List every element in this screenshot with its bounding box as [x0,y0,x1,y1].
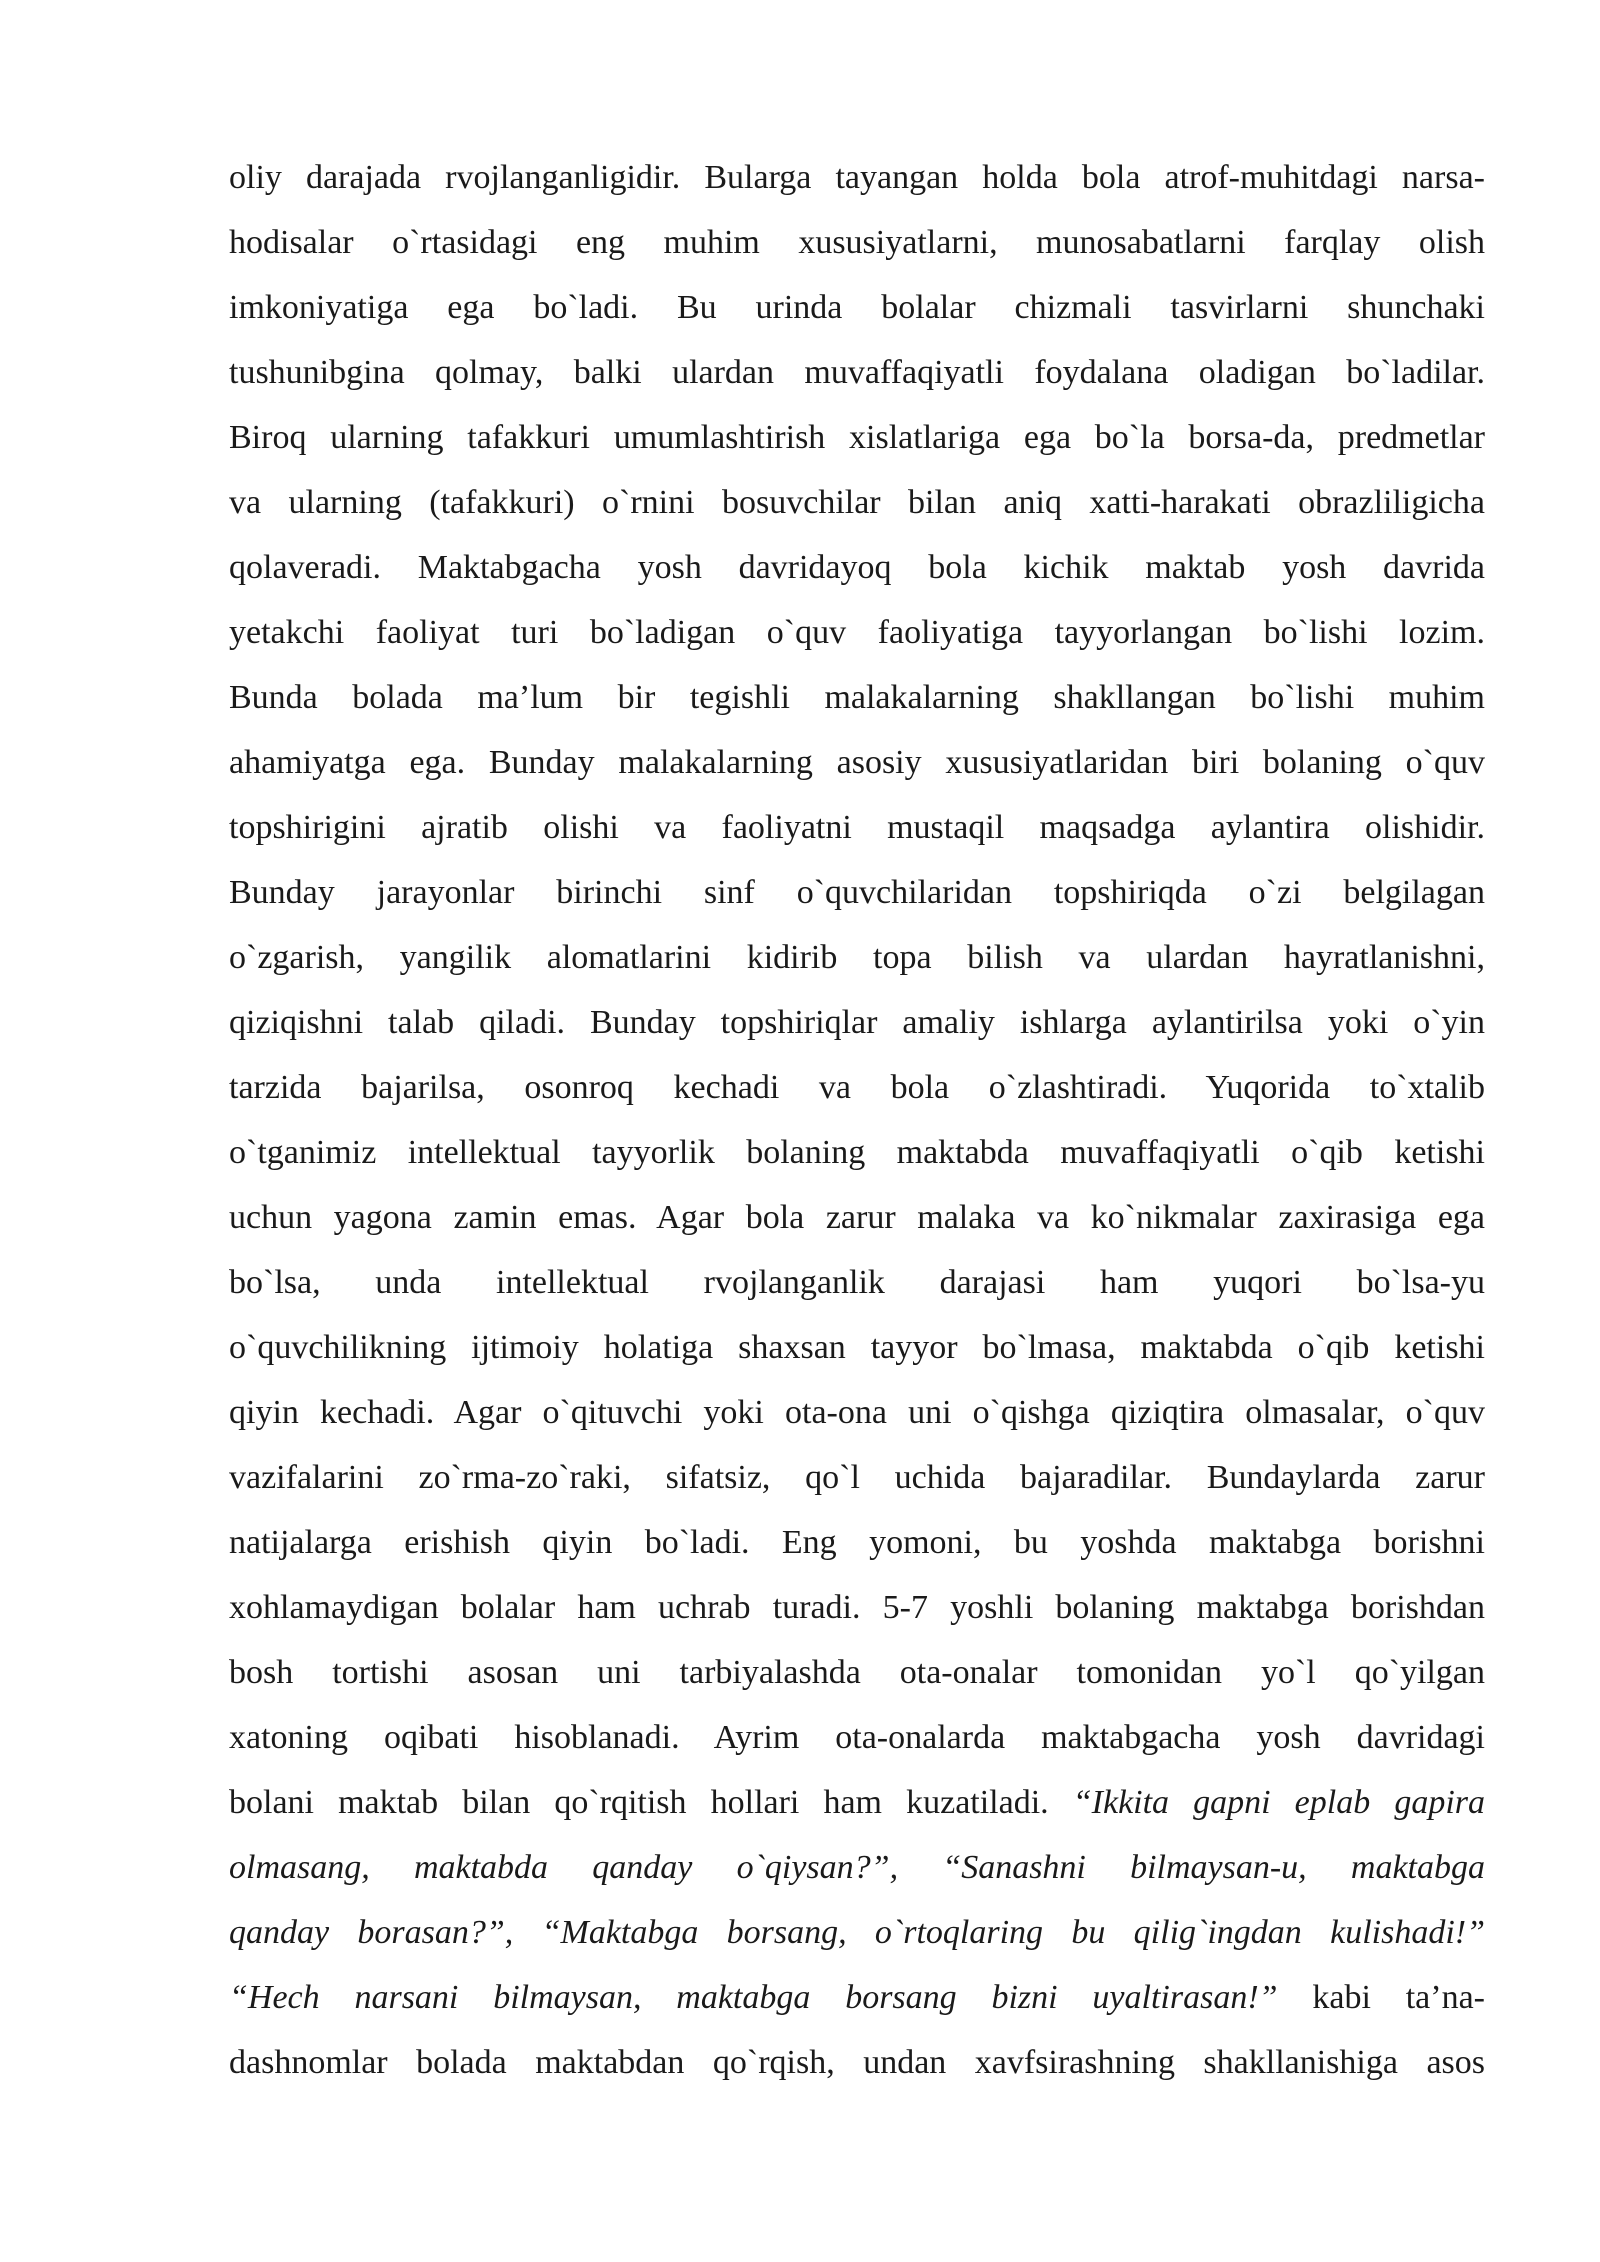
text-line: hodisalar o`rtasidagi eng muhim xususiyatlarni, munosabatlarni farqlay olish [229,224,1485,261]
text-line: vazifalarini zo`rma-zo`raki, sifatsiz, qo`l uchida bajaradilar. Bundaylarda zarur [229,1459,1485,1496]
text-line: oliy darajada rvojlanganligidir. Bularga tayangan holda bola atrof-muhitdagi narsa- [229,159,1485,196]
text-line: imkoniyatiga ega bo`ladi. Bu urinda bolalar chizmali tasvirlarni shunchaki [229,289,1485,326]
text-line: yetakchi faoliyat turi bo`ladigan o`quv faoliyatiga tayyorlangan bo`lishi lozim. [229,614,1485,651]
text-line: bo`lsa, unda intellektual rvojlanganlik darajasi ham yuqori bo`lsa-yu [229,1264,1485,1301]
text-line [229,1965,1485,2030]
text-line: dashnomlar bolada maktabdan qo`rqish, undan xavfsirashning shakllanishiga asos [229,2044,1485,2081]
text-line: tushunibgina qolmay, balki ulardan muvaffaqiyatli foydalana oladigan bo`ladilar. [229,354,1485,391]
body-text [229,145,1485,2095]
text-line: Biroq ularning tafakkuri umumlashtirish xislatlariga ega bo`la borsa-da, predmetlar [229,419,1485,456]
text-line [229,1770,1485,1835]
text-line: uchun yagona zamin emas. Agar bola zarur malaka va ko`nikmalar zaxirasiga ega [229,1199,1485,1236]
text-line: natijalarga erishish qiyin bo`ladi. Eng yomoni, bu yoshda maktabga borishni [229,1524,1485,1561]
text-line: bosh tortishi asosan uni tarbiyalashda ota-onalar tomonidan yo`l qo`yilgan [229,1654,1485,1691]
text-run: kabi ta’na- [1277,1979,1485,2016]
text-line [229,1900,1485,1965]
text-line: ahamiyatga ega. Bunday malakalarning asosiy xususiyatlaridan biri bolaning o`quv [229,744,1485,781]
text-line: xohlamaydigan bolalar ham uchrab turadi. 5-7 yoshli bolaning maktabga borishdan [229,1589,1485,1626]
text-line: qiziqishni talab qiladi. Bunday topshiriqlar amaliy ishlarga aylantirilsa yoki o`yin [229,1004,1485,1041]
text-line: qolaveradi. Maktabgacha yosh davridayoq bola kichik maktab yosh davrida [229,549,1485,586]
italic-quote: olmasang, maktabda qanday o`qiysan?”, “Sanashni bilmaysan-u, maktabga [229,1849,1485,1886]
text-line: topshirigini ajratib olishi va faoliyatni mustaqil maqsadga aylantira olishidir. [229,809,1485,846]
text-run: bolani maktab bilan qo`rqitish hollari ham kuzatiladi. [229,1784,1073,1821]
italic-quote: “Ikkita gapni eplab gapira [1072,1784,1485,1821]
text-line: o`zgarish, yangilik alomatlarini kidirib topa bilish va ulardan hayratlanishni, [229,939,1485,976]
text-line: va ularning (tafakkuri) o`rnini bosuvchilar bilan aniq xatti-harakati obrazliligicha [229,484,1485,521]
text-line: tarzida bajarilsa, osonroq kechadi va bola o`zlashtiradi. Yuqorida to`xtalib [229,1069,1485,1106]
italic-quote: qanday borasan?”, “Maktabga borsang, o`rtoqlaring bu qilig`ingdan kulishadi!” [229,1914,1485,1951]
text-line: Bunda bolada ma’lum bir tegishli malakalarning shakllangan bo`lishi muhim [229,679,1485,716]
text-line: xatoning oqibati hisoblanadi. Ayrim ota-onalarda maktabgacha yosh davridagi [229,1719,1485,1756]
text-line: o`tganimiz intellektual tayyorlik bolaning maktabda muvaffaqiyatli o`qib ketishi [229,1134,1485,1171]
text-line [229,1835,1485,1900]
text-line: o`quvchilikning ijtimoiy holatiga shaxsan tayyor bo`lmasa, maktabda o`qib ketishi [229,1329,1485,1366]
italic-quote: “Hech narsani bilmaysan, maktabga borsang bizni uyaltirasan!” [229,1979,1278,2016]
text-line: Bunday jarayonlar birinchi sinf o`quvchilaridan topshiriqda o`zi belgilagan [229,874,1485,911]
text-line: qiyin kechadi. Agar o`qituvchi yoki ota-ona uni o`qishga qiziqtira olmasalar, o`quv [229,1394,1485,1431]
